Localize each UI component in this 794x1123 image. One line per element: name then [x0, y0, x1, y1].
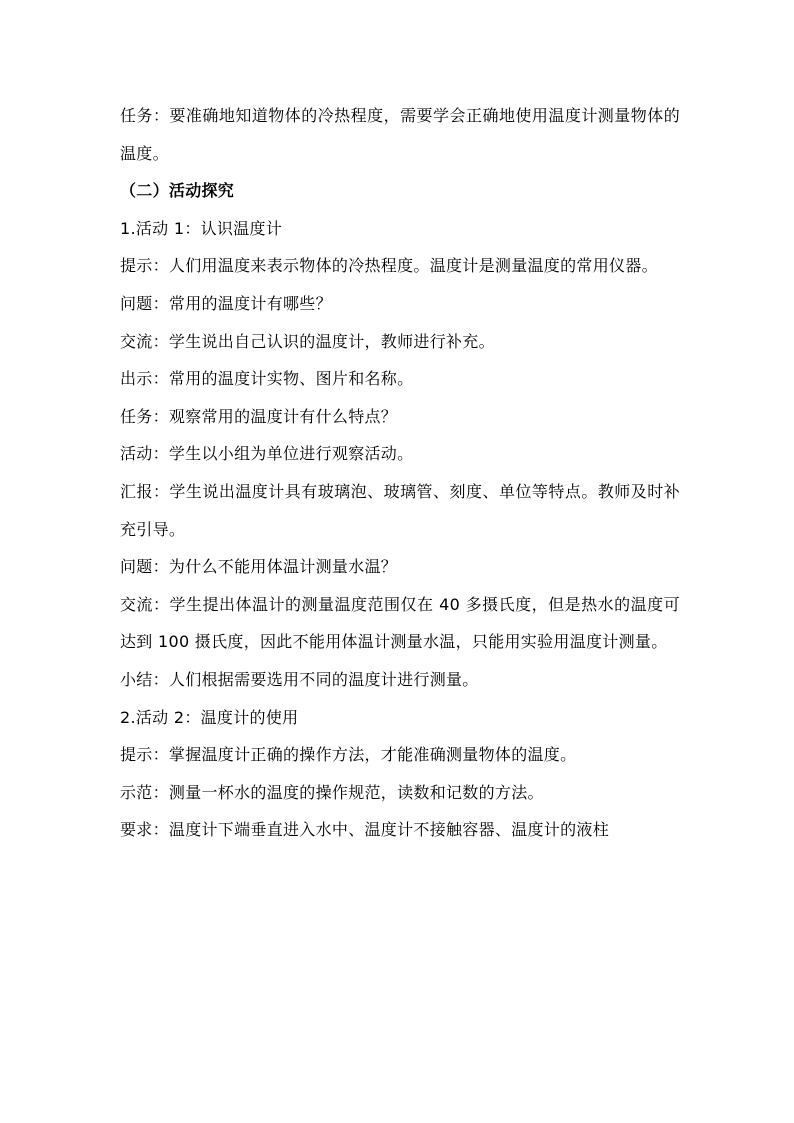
paragraph-discussion-2: 交流：学生提出体温计的测量温度范围仅在 40 多摄氏度，但是热水的温度可达到 100 摄氏度，因此不能用体温计测量水温，只能用实验用温度计测量。 [120, 594, 680, 652]
document-body [120, 97, 680, 849]
activity-2-title: 2.活动 2：温度计的使用 [120, 707, 299, 727]
paragraph-report: 汇报：学生说出温度计具有玻璃泡、玻璃管、刻度、单位等特点。教师及时补充引导。 [120, 481, 680, 539]
paragraph-hint-2: 提示：掌握温度计正确的操作方法，才能准确测量物体的温度。 [120, 745, 577, 765]
paragraph-show: 出示：常用的温度计实物、图片和名称。 [120, 369, 414, 389]
paragraph-task-intro: 任务：要准确地知道物体的冷热程度，需要学会正确地使用温度计测量物体的温度。 [120, 106, 680, 163]
section-heading-activity-inquiry: （二）活动探究 [120, 181, 235, 201]
activity-1-title: 1.活动 1：认识温度计 [120, 218, 283, 238]
paragraph-question-2: 问题：为什么不能用体温计测量水温？ [120, 557, 398, 577]
paragraph-question-1: 问题：常用的温度计有哪些？ [120, 293, 332, 313]
paragraph-summary: 小结：人们根据需要选用不同的温度计进行测量。 [120, 669, 479, 689]
paragraph-activity-observe: 活动：学生以小组为单位进行观察活动。 [120, 444, 414, 464]
paragraph-task-observe: 任务：观察常用的温度计有什么特点？ [120, 406, 398, 426]
paragraph-discussion-1: 交流：学生说出自己认识的温度计，教师进行补充。 [120, 331, 495, 351]
paragraph-demonstration: 示范：测量一杯水的温度的操作规范，读数和记数的方法。 [120, 782, 544, 802]
paragraph-requirements: 要求：温度计下端垂直进入水中、温度计不接触容器、温度计的液柱 [120, 820, 610, 840]
paragraph-hint-1: 提示：人们用温度来表示物体的冷热程度。温度计是测量温度的常用仪器。 [120, 256, 658, 276]
